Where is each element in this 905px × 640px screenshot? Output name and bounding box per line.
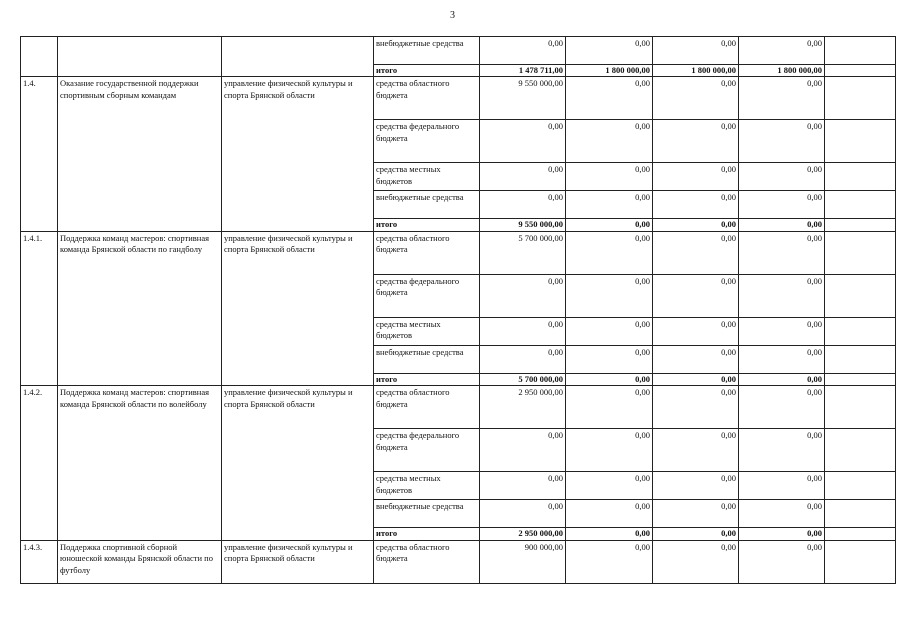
value-cell: 0,00 bbox=[653, 472, 739, 500]
value-cell: 0,00 bbox=[480, 472, 566, 500]
value-cell: 0,00 bbox=[566, 500, 653, 528]
empty-cell bbox=[825, 65, 896, 77]
value-cell: 0,00 bbox=[739, 500, 825, 528]
value-cell: 0,00 bbox=[739, 429, 825, 472]
value-cell: 0,00 bbox=[739, 472, 825, 500]
source-cell: итого bbox=[374, 373, 480, 385]
value-cell: 0,00 bbox=[480, 37, 566, 65]
empty-cell bbox=[825, 120, 896, 163]
budget-table bbox=[20, 36, 896, 584]
value-cell: 0,00 bbox=[653, 120, 739, 163]
value-cell: 0,00 bbox=[566, 191, 653, 219]
empty-cell bbox=[825, 373, 896, 385]
empty-cell bbox=[825, 540, 896, 583]
value-cell: 2 950 000,00 bbox=[480, 386, 566, 429]
value-cell: 0,00 bbox=[739, 274, 825, 317]
value-cell: 0,00 bbox=[653, 345, 739, 373]
value-cell: 0,00 bbox=[566, 120, 653, 163]
value-cell: 0,00 bbox=[653, 163, 739, 191]
source-cell: внебюджетные средства bbox=[374, 500, 480, 528]
value-cell: 0,00 bbox=[566, 540, 653, 583]
value-cell: 2 950 000,00 bbox=[480, 528, 566, 540]
value-cell: 900 000,00 bbox=[480, 540, 566, 583]
value-cell: 0,00 bbox=[739, 191, 825, 219]
row-number-cell: 1.4. bbox=[21, 77, 58, 231]
value-cell: 0,00 bbox=[566, 528, 653, 540]
empty-cell bbox=[825, 472, 896, 500]
source-cell: средства местных бюджетов bbox=[374, 472, 480, 500]
value-cell: 0,00 bbox=[653, 317, 739, 345]
value-cell: 0,00 bbox=[653, 540, 739, 583]
table-row bbox=[21, 37, 896, 65]
executor-cell: управление физической культуры и спорта Брянской области bbox=[222, 540, 374, 583]
value-cell: 0,00 bbox=[480, 163, 566, 191]
measure-name-cell: Поддержка спортивной сборной юношеской команды Брянской области по футболу bbox=[58, 540, 222, 583]
source-cell: итого bbox=[374, 219, 480, 231]
value-cell: 0,00 bbox=[566, 274, 653, 317]
source-cell: внебюджетные средства bbox=[374, 191, 480, 219]
source-cell: средства местных бюджетов bbox=[374, 163, 480, 191]
value-cell: 0,00 bbox=[739, 231, 825, 274]
value-cell: 0,00 bbox=[739, 317, 825, 345]
value-cell: 5 700 000,00 bbox=[480, 231, 566, 274]
value-cell: 0,00 bbox=[566, 219, 653, 231]
value-cell: 0,00 bbox=[566, 163, 653, 191]
value-cell: 0,00 bbox=[480, 191, 566, 219]
source-cell: средства областного бюджета bbox=[374, 77, 480, 120]
row-number-cell: 1.4.1. bbox=[21, 231, 58, 385]
value-cell: 0,00 bbox=[653, 500, 739, 528]
table-row bbox=[21, 77, 896, 120]
source-cell: средства местных бюджетов bbox=[374, 317, 480, 345]
source-cell: средства федерального бюджета bbox=[374, 120, 480, 163]
value-cell: 0,00 bbox=[739, 540, 825, 583]
source-cell: итого bbox=[374, 528, 480, 540]
value-cell: 1 800 000,00 bbox=[566, 65, 653, 77]
empty-cell bbox=[825, 528, 896, 540]
value-cell: 0,00 bbox=[480, 120, 566, 163]
value-cell: 0,00 bbox=[566, 345, 653, 373]
value-cell: 0,00 bbox=[653, 528, 739, 540]
empty-cell bbox=[825, 191, 896, 219]
value-cell: 0,00 bbox=[653, 191, 739, 219]
value-cell: 0,00 bbox=[566, 37, 653, 65]
value-cell: 0,00 bbox=[739, 345, 825, 373]
value-cell: 0,00 bbox=[566, 386, 653, 429]
value-cell: 0,00 bbox=[480, 274, 566, 317]
value-cell: 0,00 bbox=[739, 163, 825, 191]
row-number-cell bbox=[21, 37, 58, 77]
source-cell: итого bbox=[374, 65, 480, 77]
value-cell: 5 700 000,00 bbox=[480, 373, 566, 385]
measure-name-cell: Оказание государственной поддержки спортивным сборным командам bbox=[58, 77, 222, 231]
empty-cell bbox=[825, 317, 896, 345]
value-cell: 0,00 bbox=[480, 500, 566, 528]
value-cell: 0,00 bbox=[566, 77, 653, 120]
table-body bbox=[21, 37, 896, 584]
empty-cell bbox=[825, 77, 896, 120]
value-cell: 0,00 bbox=[480, 317, 566, 345]
source-cell: средства областного бюджета bbox=[374, 540, 480, 583]
value-cell: 0,00 bbox=[653, 386, 739, 429]
empty-cell bbox=[825, 345, 896, 373]
value-cell: 1 800 000,00 bbox=[653, 65, 739, 77]
executor-cell bbox=[222, 37, 374, 77]
value-cell: 9 550 000,00 bbox=[480, 219, 566, 231]
page-number: 3 bbox=[450, 10, 455, 21]
table-row bbox=[21, 540, 896, 583]
empty-cell bbox=[825, 231, 896, 274]
empty-cell bbox=[825, 429, 896, 472]
value-cell: 0,00 bbox=[566, 317, 653, 345]
value-cell: 0,00 bbox=[566, 231, 653, 274]
value-cell: 9 550 000,00 bbox=[480, 77, 566, 120]
value-cell: 0,00 bbox=[739, 77, 825, 120]
empty-cell bbox=[825, 274, 896, 317]
value-cell: 0,00 bbox=[739, 219, 825, 231]
executor-cell: управление физической культуры и спорта Брянской области bbox=[222, 77, 374, 231]
empty-cell bbox=[825, 37, 896, 65]
value-cell: 0,00 bbox=[739, 373, 825, 385]
measure-name-cell bbox=[58, 37, 222, 77]
value-cell: 1 800 000,00 bbox=[739, 65, 825, 77]
value-cell: 0,00 bbox=[739, 386, 825, 429]
value-cell: 0,00 bbox=[653, 37, 739, 65]
value-cell: 0,00 bbox=[653, 373, 739, 385]
row-number-cell: 1.4.2. bbox=[21, 386, 58, 540]
value-cell: 0,00 bbox=[739, 120, 825, 163]
value-cell: 0,00 bbox=[739, 528, 825, 540]
value-cell: 0,00 bbox=[653, 429, 739, 472]
table-row bbox=[21, 231, 896, 274]
source-cell: средства федерального бюджета bbox=[374, 274, 480, 317]
source-cell: средства федерального бюджета bbox=[374, 429, 480, 472]
empty-cell bbox=[825, 500, 896, 528]
value-cell: 1 478 711,00 bbox=[480, 65, 566, 77]
empty-cell bbox=[825, 386, 896, 429]
value-cell: 0,00 bbox=[653, 219, 739, 231]
source-cell: средства областного бюджета bbox=[374, 231, 480, 274]
value-cell: 0,00 bbox=[480, 429, 566, 472]
executor-cell: управление физической культуры и спорта Брянской области bbox=[222, 231, 374, 385]
source-cell: средства областного бюджета bbox=[374, 386, 480, 429]
table-row bbox=[21, 386, 896, 429]
source-cell: внебюджетные средства bbox=[374, 345, 480, 373]
value-cell: 0,00 bbox=[480, 345, 566, 373]
measure-name-cell: Поддержка команд мастеров: спортивная команда Брянской области по волейболу bbox=[58, 386, 222, 540]
executor-cell: управление физической культуры и спорта Брянской области bbox=[222, 386, 374, 540]
value-cell: 0,00 bbox=[653, 77, 739, 120]
empty-cell bbox=[825, 163, 896, 191]
value-cell: 0,00 bbox=[566, 472, 653, 500]
measure-name-cell: Поддержка команд мастеров: спортивная команда Брянской области по гандболу bbox=[58, 231, 222, 385]
empty-cell bbox=[825, 219, 896, 231]
row-number-cell: 1.4.3. bbox=[21, 540, 58, 583]
value-cell: 0,00 bbox=[566, 429, 653, 472]
value-cell: 0,00 bbox=[653, 274, 739, 317]
value-cell: 0,00 bbox=[566, 373, 653, 385]
value-cell: 0,00 bbox=[739, 37, 825, 65]
source-cell: внебюджетные средства bbox=[374, 37, 480, 65]
value-cell: 0,00 bbox=[653, 231, 739, 274]
